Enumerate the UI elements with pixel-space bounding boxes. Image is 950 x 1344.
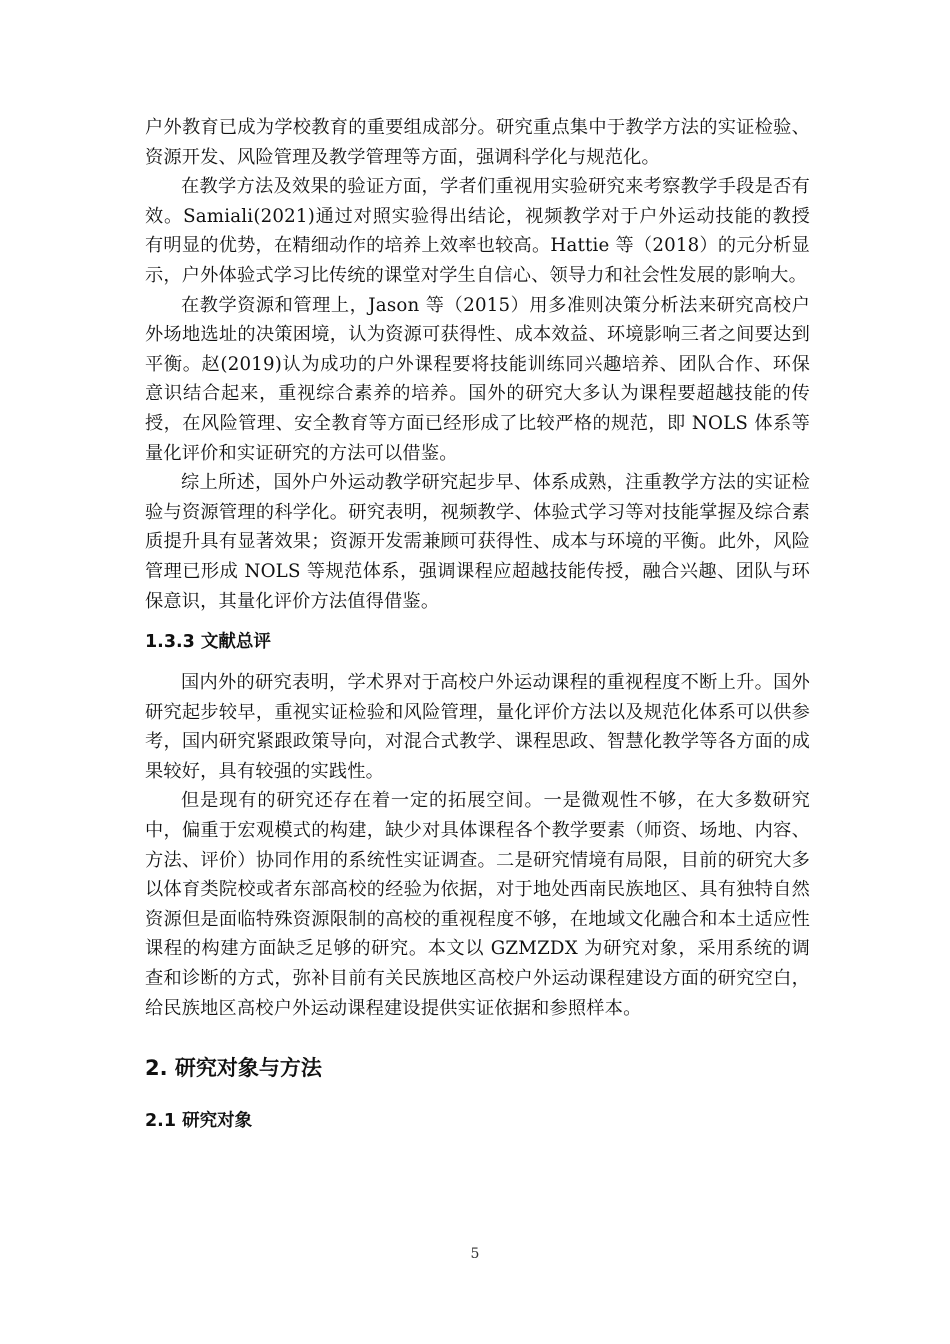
section-heading-2-1: 2.1 研究对象 [145, 1111, 253, 1132]
body-paragraph: 户外教育已成为学校教育的重要组成部分。研究重点集中于教学方法的实证检验、资源开发、风险管理及教学管理等方面，强调科学化与规范化。 [145, 117, 810, 168]
body-paragraph: 但是现有的研究还存在着一定的拓展空间。一是微观性不够，在大多数研究中，偏重于宏观模式的构建，缺少对具体课程各个教学要素（师资、场地、内容、方法、评价）协同作用的系统性实证调查。二是研究情境有局限，目前的研究大多以体育类院校或者东部高校的经验为依据，对于地处西南民族地区、具有独特自然资源但是面临特殊资源限制的高校的重视程度不够，在地域文化融合和本土适应性课程的构建方面缺乏足够的研究。本文以 GZMZDX 为研究对象，采用系统的调查和诊断的方式，弥补目前有关民族地区高校户外运动课程建设方面的研究空白，给民族地区高校户外运动课程建设提供实证依据和参照样本。 [145, 790, 810, 1019]
body-paragraph: 在教学方法及效果的验证方面，学者们重视用实验研究来考察教学手段是否有效。Samiali(2021)通过对照实验得出结论，视频教学对于户外运动技能的教授有明显的优势，在精细动作的培养上效率也较高。Hattie 等（2018）的元分析显示，户外体验式学习比传统的课堂对学生自信心、领导力和社会性发展的影响大。 [145, 176, 810, 286]
body-paragraph: 综上所述，国外户外运动教学研究起步早、体系成熟，注重教学方法的实证检验与资源管理的科学化。研究表明，视频教学、体验式学习等对技能掌握及综合素质提升具有显著效果；资源开发需兼顾可获得性、成本与环境的平衡。此外，风险管理已形成 NOLS 等规范体系，强调课程应超越技能传授，融合兴趣、团队与环保意识，其量化评价方法值得借鉴。 [145, 472, 810, 612]
chapter-heading-2: 2. 研究对象与方法 [145, 1056, 322, 1081]
document-body [145, 113, 810, 1133]
body-paragraph: 在教学资源和管理上，Jason 等（2015）用多准则决策分析法来研究高校户外场地选址的决策困境，认为资源可获得性、成本效益、环境影响三者之间要达到平衡。赵(2019)认为成功的户外课程要将技能训练同兴趣培养、团队合作、环保意识结合起来，重视综合素养的培养。国外的研究大多认为课程要超越技能的传授，在风险管理、安全教育等方面已经形成了比较严格的规范，即 NOLS 体系等量化评价和实证研究的方法可以借鉴。 [145, 294, 810, 464]
section-heading-1-3-3: 1.3.3 文献总评 [145, 632, 271, 653]
body-paragraph: 国内外的研究表明，学术界对于高校户外运动课程的重视程度不断上升。国外研究起步较早，重视实证检验和风险管理，量化评价方法以及规范化体系可以供参考，国内研究紧跟政策导向，对混合式教学、课程思政、智慧化教学等各方面的成果较好，具有较强的实践性。 [145, 672, 810, 782]
page-number: 5 [470, 1246, 480, 1262]
